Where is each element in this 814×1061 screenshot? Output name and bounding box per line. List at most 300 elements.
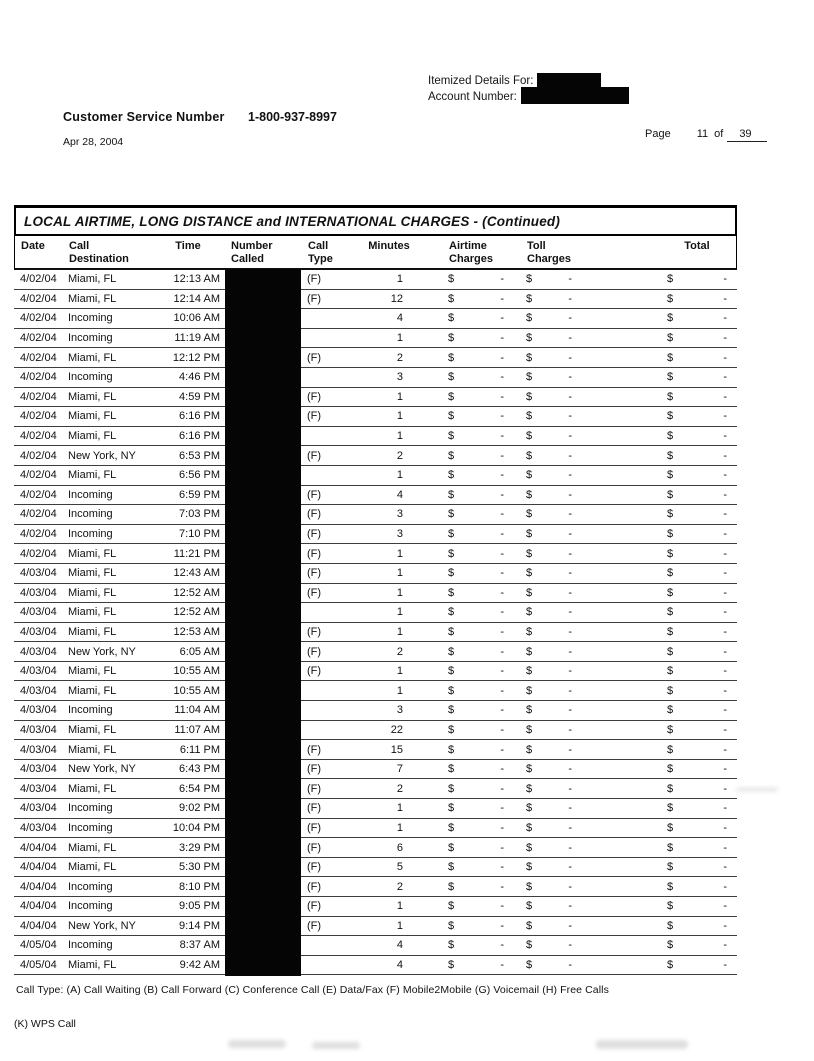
cell-toll-charges — [526, 744, 574, 756]
currency-symbol: $ — [448, 919, 455, 932]
table-row — [14, 290, 737, 310]
cell-total — [667, 861, 729, 873]
cell-minutes: 12 — [390, 292, 403, 305]
table-row — [14, 505, 737, 525]
toll-amount: - — [568, 273, 572, 286]
currency-symbol: $ — [667, 704, 674, 717]
currency-symbol: $ — [448, 723, 455, 736]
currency-symbol: $ — [448, 508, 455, 521]
cell-airtime-charges — [448, 587, 506, 599]
total-amount: - — [723, 430, 727, 443]
currency-symbol: $ — [448, 645, 455, 658]
cell-date: 4/02/04 — [20, 292, 57, 305]
currency-symbol: $ — [667, 273, 674, 286]
cell-total — [667, 312, 729, 324]
call-type-legend: Call Type: (A) Call Waiting (B) Call Forward (C) Conference Call (E) Data/Fax (F) Mobile2Mobile (G) Voicemail (H) Free Calls — [16, 984, 609, 996]
table-row — [14, 956, 737, 976]
total-amount: - — [723, 371, 727, 384]
cell-total — [667, 371, 729, 383]
cell-minutes: 2 — [396, 645, 403, 658]
toll-amount: - — [568, 410, 572, 423]
currency-symbol: $ — [526, 861, 533, 874]
currency-symbol: $ — [526, 488, 533, 501]
currency-symbol: $ — [526, 841, 533, 854]
cell-call-type: (F) — [307, 449, 322, 462]
table-row — [14, 740, 737, 760]
currency-symbol: $ — [526, 469, 533, 482]
cell-destination: Miami, FL — [68, 390, 117, 403]
cell-toll-charges — [526, 802, 574, 814]
cell-toll-charges — [526, 587, 574, 599]
total-amount: - — [723, 743, 727, 756]
cell-date: 4/04/04 — [20, 919, 57, 932]
scan-noise — [736, 788, 778, 791]
toll-amount: - — [568, 861, 572, 874]
table-title: LOCAL AIRTIME, LONG DISTANCE and INTERNATIONAL CHARGES - (Continued) — [14, 205, 737, 236]
cell-minutes: 1 — [396, 625, 403, 638]
cell-call-type: (F) — [307, 665, 322, 678]
toll-amount: - — [568, 292, 572, 305]
page-of-label: of — [714, 128, 724, 140]
cell-time: 12:53 AM — [173, 625, 220, 638]
cell-destination: Incoming — [68, 312, 113, 325]
total-amount: - — [723, 763, 727, 776]
cell-destination: Incoming — [68, 939, 113, 952]
cell-airtime-charges — [448, 744, 506, 756]
currency-symbol: $ — [526, 880, 533, 893]
cell-minutes: 4 — [396, 939, 403, 952]
cell-destination: Incoming — [68, 704, 113, 717]
page-current: 11 — [696, 128, 709, 140]
currency-symbol: $ — [526, 586, 533, 599]
currency-symbol: $ — [667, 723, 674, 736]
cell-minutes: 3 — [396, 528, 403, 541]
statement-date: Apr 28, 2004 — [63, 136, 124, 148]
cell-date: 4/02/04 — [20, 430, 57, 443]
toll-amount: - — [568, 802, 572, 815]
cell-minutes: 22 — [390, 723, 403, 736]
table-row — [14, 525, 737, 545]
cell-total — [667, 920, 729, 932]
cell-toll-charges — [526, 646, 574, 658]
toll-amount: - — [568, 390, 572, 403]
total-amount: - — [723, 332, 727, 345]
cell-call-type: (F) — [307, 900, 322, 913]
cell-minutes: 6 — [396, 841, 403, 854]
table-row — [14, 486, 737, 506]
cell-time: 10:55 AM — [173, 665, 220, 678]
table-row — [14, 446, 737, 466]
cell-destination: New York, NY — [68, 919, 136, 932]
total-amount: - — [723, 704, 727, 717]
cell-airtime-charges — [448, 410, 506, 422]
cell-destination: Miami, FL — [68, 547, 117, 560]
toll-amount: - — [568, 508, 572, 521]
cell-airtime-charges — [448, 528, 506, 540]
currency-symbol: $ — [448, 528, 455, 541]
cell-airtime-charges — [448, 881, 506, 893]
cell-toll-charges — [526, 528, 574, 540]
cell-toll-charges — [526, 352, 574, 364]
table-row — [14, 701, 737, 721]
cell-destination: New York, NY — [68, 449, 136, 462]
toll-amount: - — [568, 821, 572, 834]
cell-minutes: 15 — [390, 743, 403, 756]
toll-amount: - — [568, 763, 572, 776]
cell-date: 4/03/04 — [20, 743, 57, 756]
cell-toll-charges — [526, 430, 574, 442]
currency-symbol: $ — [526, 332, 533, 345]
total-amount: - — [723, 625, 727, 638]
currency-symbol: $ — [448, 332, 455, 345]
airtime-amount: - — [500, 919, 504, 932]
cell-date: 4/02/04 — [20, 312, 57, 325]
cell-airtime-charges — [448, 920, 506, 932]
cell-total — [667, 391, 729, 403]
cell-total — [667, 352, 729, 364]
cell-minutes: 2 — [396, 880, 403, 893]
cell-airtime-charges — [448, 312, 506, 324]
cell-minutes: 2 — [396, 782, 403, 795]
total-amount: - — [723, 567, 727, 580]
cell-minutes: 4 — [396, 312, 403, 325]
airtime-amount: - — [500, 763, 504, 776]
currency-symbol: $ — [448, 488, 455, 501]
currency-symbol: $ — [448, 586, 455, 599]
total-amount: - — [723, 900, 727, 913]
table-row — [14, 642, 737, 662]
cell-minutes: 1 — [396, 567, 403, 580]
cell-time: 11:07 AM — [174, 723, 220, 736]
currency-symbol: $ — [667, 802, 674, 815]
cell-toll-charges — [526, 783, 574, 795]
toll-amount: - — [568, 567, 572, 580]
cell-toll-charges — [526, 410, 574, 422]
cell-date: 4/04/04 — [20, 880, 57, 893]
table-row — [14, 662, 737, 682]
total-amount: - — [723, 821, 727, 834]
currency-symbol: $ — [667, 625, 674, 638]
cell-toll-charges — [526, 371, 574, 383]
cell-toll-charges — [526, 724, 574, 736]
cell-date: 4/03/04 — [20, 665, 57, 678]
cell-time: 7:03 PM — [179, 508, 220, 521]
currency-symbol: $ — [526, 547, 533, 560]
currency-symbol: $ — [667, 743, 674, 756]
cell-time: 6:05 AM — [179, 645, 220, 658]
cell-airtime-charges — [448, 724, 506, 736]
airtime-amount: - — [500, 723, 504, 736]
currency-symbol: $ — [526, 292, 533, 305]
cell-destination: Miami, FL — [68, 606, 117, 619]
cell-call-type: (F) — [307, 488, 322, 501]
airtime-amount: - — [500, 880, 504, 893]
cell-minutes: 3 — [396, 704, 403, 717]
airtime-amount: - — [500, 900, 504, 913]
airtime-amount: - — [500, 312, 504, 325]
cell-time: 10:06 AM — [173, 312, 220, 325]
account-number-label: Account Number: — [428, 91, 517, 103]
toll-amount: - — [568, 449, 572, 462]
cell-minutes: 1 — [396, 273, 403, 286]
currency-symbol: $ — [526, 371, 533, 384]
currency-symbol: $ — [667, 292, 674, 305]
currency-symbol: $ — [448, 763, 455, 776]
cell-total — [667, 508, 729, 520]
currency-symbol: $ — [526, 919, 533, 932]
cell-date: 4/02/04 — [20, 273, 57, 286]
cell-airtime-charges — [448, 332, 506, 344]
currency-symbol: $ — [526, 528, 533, 541]
toll-amount: - — [568, 684, 572, 697]
cell-minutes: 7 — [396, 763, 403, 776]
airtime-amount: - — [500, 351, 504, 364]
airtime-amount: - — [500, 567, 504, 580]
airtime-amount: - — [500, 625, 504, 638]
cell-destination: Miami, FL — [68, 782, 117, 795]
col-header-airtime-charges: Airtime Charges — [449, 240, 494, 265]
cell-minutes: 1 — [396, 390, 403, 403]
cell-time: 6:43 PM — [179, 763, 220, 776]
table-row — [14, 799, 737, 819]
cell-minutes: 1 — [396, 332, 403, 345]
cell-date: 4/03/04 — [20, 704, 57, 717]
toll-amount: - — [568, 586, 572, 599]
airtime-amount: - — [500, 410, 504, 423]
cell-toll-charges — [526, 332, 574, 344]
cell-time: 7:10 PM — [179, 528, 220, 541]
cell-date: 4/02/04 — [20, 351, 57, 364]
total-amount: - — [723, 312, 727, 325]
cell-toll-charges — [526, 685, 574, 697]
currency-symbol: $ — [448, 606, 455, 619]
cell-toll-charges — [526, 920, 574, 932]
cell-destination: Miami, FL — [68, 469, 117, 482]
cell-time: 9:02 PM — [179, 802, 220, 815]
toll-amount: - — [568, 625, 572, 638]
total-amount: - — [723, 665, 727, 678]
currency-symbol: $ — [526, 567, 533, 580]
cell-time: 12:52 AM — [173, 586, 220, 599]
currency-symbol: $ — [667, 645, 674, 658]
cell-destination: Incoming — [68, 880, 113, 893]
table-row — [14, 897, 737, 917]
airtime-amount: - — [500, 430, 504, 443]
airtime-amount: - — [500, 273, 504, 286]
airtime-amount: - — [500, 547, 504, 560]
currency-symbol: $ — [448, 351, 455, 364]
cell-total — [667, 724, 729, 736]
table-row — [14, 309, 737, 329]
cell-destination: New York, NY — [68, 763, 136, 776]
col-header-minutes: Minutes — [368, 240, 410, 252]
currency-symbol: $ — [448, 625, 455, 638]
cell-minutes: 1 — [396, 410, 403, 423]
cell-toll-charges — [526, 665, 574, 677]
total-amount: - — [723, 684, 727, 697]
cell-total — [667, 332, 729, 344]
cell-date: 4/02/04 — [20, 410, 57, 423]
cell-toll-charges — [526, 822, 574, 834]
table-row — [14, 858, 737, 878]
cell-toll-charges — [526, 704, 574, 716]
table-row — [14, 623, 737, 643]
cell-toll-charges — [526, 489, 574, 501]
cell-toll-charges — [526, 900, 574, 912]
currency-symbol: $ — [667, 586, 674, 599]
cell-destination: Miami, FL — [68, 273, 117, 286]
col-header-destination: Call Destination — [69, 240, 129, 265]
cell-call-type: (F) — [307, 547, 322, 560]
currency-symbol: $ — [526, 390, 533, 403]
toll-amount: - — [568, 939, 572, 952]
airtime-amount: - — [500, 704, 504, 717]
currency-symbol: $ — [526, 606, 533, 619]
currency-symbol: $ — [526, 410, 533, 423]
cell-destination: Miami, FL — [68, 292, 117, 305]
cell-airtime-charges — [448, 802, 506, 814]
currency-symbol: $ — [667, 684, 674, 697]
currency-symbol: $ — [667, 351, 674, 364]
col-header-total: Total — [684, 240, 710, 252]
total-amount: - — [723, 390, 727, 403]
cell-time: 11:21 PM — [173, 547, 220, 560]
cell-time: 9:14 PM — [179, 919, 220, 932]
cell-destination: Miami, FL — [68, 351, 117, 364]
cell-total — [667, 763, 729, 775]
currency-symbol: $ — [667, 371, 674, 384]
customer-service-number: 1-800-937-8997 — [248, 110, 337, 124]
cell-date: 4/03/04 — [20, 723, 57, 736]
toll-amount: - — [568, 743, 572, 756]
cell-toll-charges — [526, 391, 574, 403]
col-header-toll-charges: Toll Charges — [527, 240, 572, 265]
total-amount: - — [723, 841, 727, 854]
currency-symbol: $ — [667, 410, 674, 423]
cell-airtime-charges — [448, 763, 506, 775]
cell-time: 6:54 PM — [179, 782, 220, 795]
cell-time: 4:59 PM — [179, 390, 220, 403]
cell-date: 4/02/04 — [20, 332, 57, 345]
page-indicator — [645, 128, 767, 142]
table-row — [14, 388, 737, 408]
cell-minutes: 4 — [396, 959, 403, 972]
cell-airtime-charges — [448, 273, 506, 285]
cell-toll-charges — [526, 450, 574, 462]
scan-noise — [228, 1040, 286, 1048]
table-row — [14, 368, 737, 388]
table-row — [14, 564, 737, 584]
table-row — [14, 877, 737, 897]
toll-amount: - — [568, 900, 572, 913]
total-amount: - — [723, 528, 727, 541]
currency-symbol: $ — [526, 430, 533, 443]
scan-noise — [596, 1040, 688, 1049]
cell-call-type: (F) — [307, 763, 322, 776]
toll-amount: - — [568, 351, 572, 364]
cell-toll-charges — [526, 861, 574, 873]
airtime-amount: - — [500, 371, 504, 384]
table-row — [14, 760, 737, 780]
cell-destination: Incoming — [68, 802, 113, 815]
toll-amount: - — [568, 645, 572, 658]
currency-symbol: $ — [667, 390, 674, 403]
table-header-row — [14, 236, 737, 270]
cell-total — [667, 822, 729, 834]
cell-airtime-charges — [448, 959, 506, 971]
cell-call-type: (F) — [307, 841, 322, 854]
airtime-amount: - — [500, 528, 504, 541]
cell-destination: Miami, FL — [68, 625, 117, 638]
currency-symbol: $ — [448, 430, 455, 443]
cell-time: 11:04 AM — [174, 704, 220, 717]
airtime-amount: - — [500, 861, 504, 874]
total-amount: - — [723, 508, 727, 521]
col-header-number-called: Number Called — [231, 240, 273, 265]
cell-call-type: (F) — [307, 567, 322, 580]
cell-total — [667, 469, 729, 481]
col-header-call-type: Call Type — [308, 240, 333, 265]
toll-amount: - — [568, 606, 572, 619]
cell-airtime-charges — [448, 626, 506, 638]
cell-minutes: 1 — [396, 606, 403, 619]
airtime-amount: - — [500, 684, 504, 697]
col-header-date: Date — [21, 240, 45, 252]
table-row — [14, 544, 737, 564]
cell-airtime-charges — [448, 469, 506, 481]
airtime-amount: - — [500, 841, 504, 854]
total-amount: - — [723, 959, 727, 972]
cell-time: 8:37 AM — [179, 939, 220, 952]
currency-symbol: $ — [526, 821, 533, 834]
total-amount: - — [723, 645, 727, 658]
cell-total — [667, 685, 729, 697]
cell-airtime-charges — [448, 842, 506, 854]
currency-symbol: $ — [448, 469, 455, 482]
cell-time: 6:56 PM — [179, 469, 220, 482]
cell-destination: New York, NY — [68, 645, 136, 658]
cell-minutes: 1 — [396, 684, 403, 697]
cell-total — [667, 587, 729, 599]
currency-symbol: $ — [526, 665, 533, 678]
cell-destination: Incoming — [68, 528, 113, 541]
cell-toll-charges — [526, 548, 574, 560]
table-row — [14, 466, 737, 486]
currency-symbol: $ — [448, 959, 455, 972]
cell-call-type: (F) — [307, 919, 322, 932]
total-amount: - — [723, 939, 727, 952]
toll-amount: - — [568, 371, 572, 384]
cell-date: 4/03/04 — [20, 625, 57, 638]
cell-date: 4/04/04 — [20, 900, 57, 913]
currency-symbol: $ — [448, 743, 455, 756]
toll-amount: - — [568, 782, 572, 795]
cell-total — [667, 450, 729, 462]
total-amount: - — [723, 919, 727, 932]
cell-minutes: 1 — [396, 919, 403, 932]
airtime-amount: - — [500, 782, 504, 795]
airtime-amount: - — [500, 665, 504, 678]
currency-symbol: $ — [526, 959, 533, 972]
currency-symbol: $ — [667, 508, 674, 521]
cell-toll-charges — [526, 626, 574, 638]
currency-symbol: $ — [667, 939, 674, 952]
currency-symbol: $ — [448, 410, 455, 423]
cell-airtime-charges — [448, 430, 506, 442]
cell-airtime-charges — [448, 822, 506, 834]
cell-airtime-charges — [448, 508, 506, 520]
currency-symbol: $ — [526, 900, 533, 913]
